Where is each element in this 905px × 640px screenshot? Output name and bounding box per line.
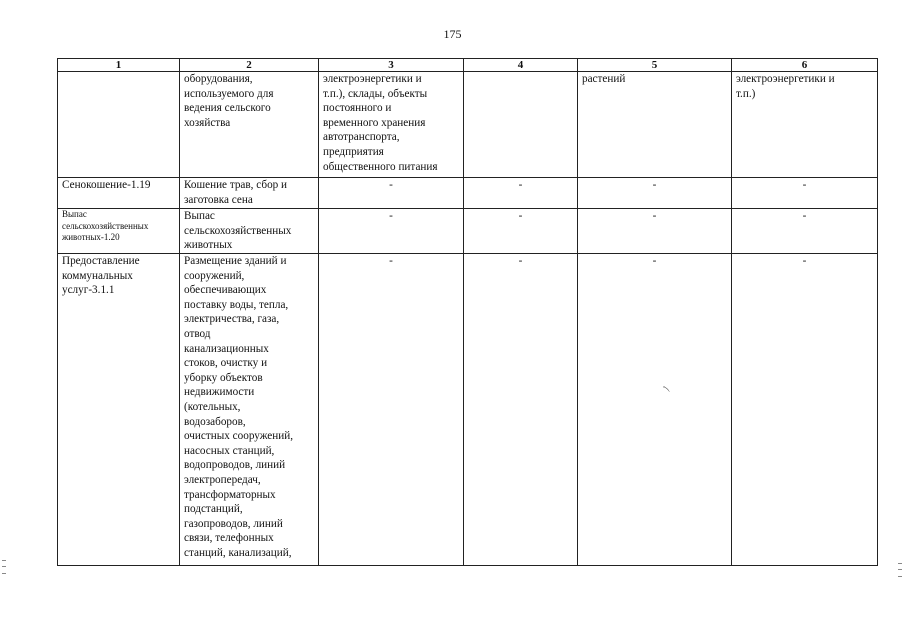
binding-mark-left	[2, 560, 6, 574]
cell-column-4: -	[464, 254, 578, 566]
table-row	[58, 209, 878, 254]
cell-column-3: -	[319, 178, 464, 209]
cell-column-5: -	[578, 254, 732, 566]
cell-use-description: Размещение зданий и сооружений, обеспечивающих поставку воды, тепла, электричества, газа, отвод канализационных стоков, очистку и уборку объектов недвижимости (котельных, водозаборов, очистных сооружений, насосных станций, водопроводов, линий электропередач, трансформаторных подстанций, газопроводов, линий связи, телефонных станций, канализаций,	[180, 254, 319, 566]
table-row	[58, 72, 878, 178]
cell-column-6: -	[732, 254, 878, 566]
cell-use-type: Выпас сельскохозяйственных животных-1.20	[58, 209, 180, 254]
cell-column-5: -	[578, 178, 732, 209]
column-header-1: 1	[58, 59, 180, 72]
cell-column-3: -	[319, 209, 464, 254]
cell-column-5: растений	[578, 72, 732, 178]
table-row	[58, 178, 878, 209]
column-header-3: 3	[319, 59, 464, 72]
scan-artifact-mark: ﾉ	[661, 385, 674, 393]
cell-use-description: оборудования, используемого для ведения сельского хозяйства	[180, 72, 319, 178]
column-header-4: 4	[464, 59, 578, 72]
table-row	[58, 254, 878, 566]
cell-column-6: -	[732, 209, 878, 254]
cell-column-3: -	[319, 254, 464, 566]
cell-column-4	[464, 72, 578, 178]
cell-use-type	[58, 72, 180, 178]
cell-use-type: Предоставление коммунальных услуг-3.1.1	[58, 254, 180, 566]
column-header-5: 5	[578, 59, 732, 72]
cell-use-description: Кошение трав, сбор и заготовка сена	[180, 178, 319, 209]
cell-column-5: -	[578, 209, 732, 254]
cell-column-3: электроэнергетики и т.п.), склады, объекты постоянного и временного хранения автотранспорта, предприятия общественного питания	[319, 72, 464, 178]
cell-column-4: -	[464, 178, 578, 209]
cell-use-description: Выпас сельскохозяйственных животных	[180, 209, 319, 254]
cell-use-type: Сенокошение-1.19	[58, 178, 180, 209]
table-header-row	[58, 59, 878, 72]
column-header-6: 6	[732, 59, 878, 72]
binding-mark-right	[898, 563, 902, 577]
cell-column-4: -	[464, 209, 578, 254]
land-use-table	[57, 58, 878, 566]
cell-column-6: электроэнергетики и т.п.)	[732, 72, 878, 178]
cell-column-6: -	[732, 178, 878, 209]
column-header-2: 2	[180, 59, 319, 72]
page-number: 175	[443, 27, 462, 41]
